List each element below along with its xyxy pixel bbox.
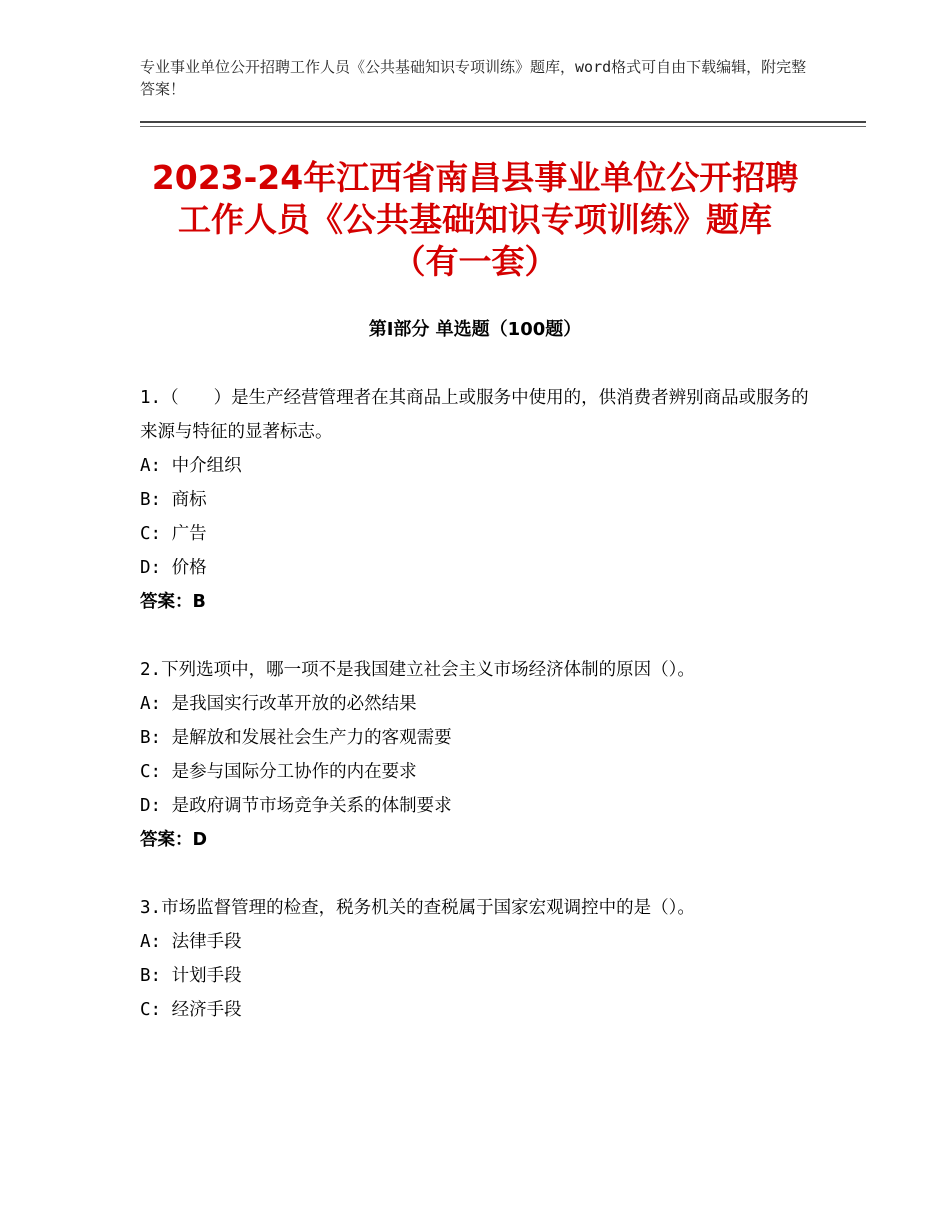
title-line-1: 2023-24年江西省南昌县事业单位公开招聘 <box>151 158 799 197</box>
option-b: B: 是解放和发展社会生产力的客观需要 <box>140 728 452 748</box>
question-1 <box>140 381 810 619</box>
option-c: C: 经济手段 <box>140 1000 242 1020</box>
header-note: 专业事业单位公开招聘工作人员《公共基础知识专项训练》题库，word格式可自由下载编辑，附完整答案！ <box>140 58 807 98</box>
option-d: D: 价格 <box>140 558 207 578</box>
option-a: A: 是我国实行改革开放的必然结果 <box>140 694 417 714</box>
option-a: A: 中介组织 <box>140 456 242 476</box>
header-divider-thick <box>140 121 866 123</box>
answer: 答案：B <box>140 592 206 612</box>
question-3 <box>140 891 810 1027</box>
question-list <box>140 381 810 1061</box>
option-b: B: 商标 <box>140 490 207 510</box>
option-c: C: 是参与国际分工协作的内在要求 <box>140 762 417 782</box>
document-title <box>130 157 820 283</box>
option-c: C: 广告 <box>140 524 207 544</box>
question-2 <box>140 653 810 857</box>
question-stem: 2.下列选项中，哪一项不是我国建立社会主义市场经济体制的原因（）。 <box>140 660 695 680</box>
question-stem: 3.市场监督管理的检查，税务机关的查税属于国家宏观调控中的是（）。 <box>140 898 695 918</box>
answer: 答案：D <box>140 830 208 850</box>
option-a: A: 法律手段 <box>140 932 242 952</box>
header-divider-thin <box>140 126 866 127</box>
question-stem: 1.（ ）是生产经营管理者在其商品上或服务中使用的，供消费者辨别商品或服务的来源与特征的显著标志。 <box>140 388 809 442</box>
title-line-3: （有一套） <box>392 242 558 281</box>
title-line-2: 工作人员《公共基础知识专项训练》题库 <box>178 200 772 239</box>
part-heading: 第Ⅰ部分 单选题（100题） <box>368 319 582 340</box>
option-b: B: 计划手段 <box>140 966 242 986</box>
option-d: D: 是政府调节市场竞争关系的体制要求 <box>140 796 452 816</box>
